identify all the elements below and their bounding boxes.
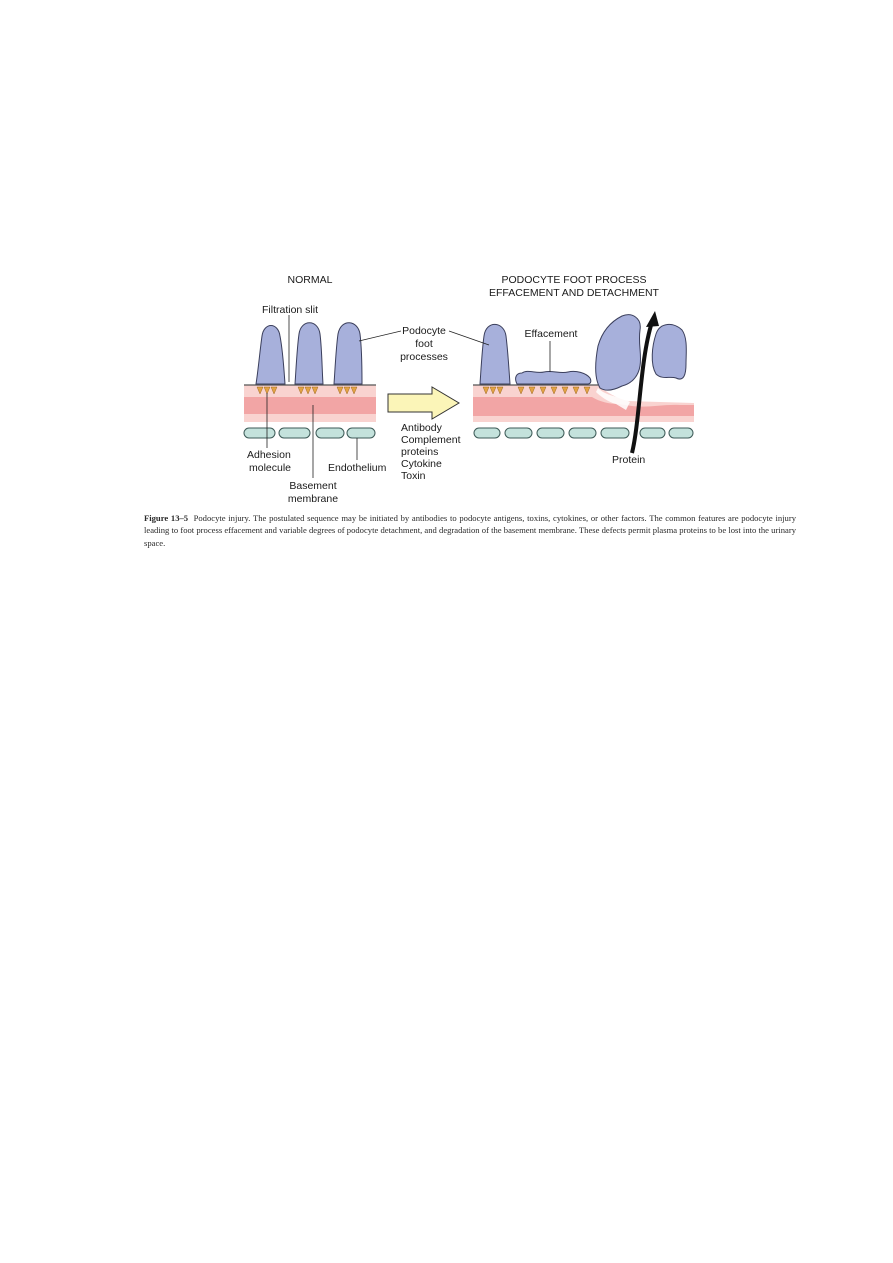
protein-leak-arrowhead — [646, 311, 659, 327]
basement-label-line2: membrane — [287, 493, 339, 505]
normal-title: NORMAL — [287, 274, 333, 286]
injury-title-line1: PODOCYTE FOOT PROCESS — [501, 274, 647, 286]
effaced-foot-process — [516, 371, 591, 384]
podocyte-leader-left — [359, 331, 401, 341]
factor-antibody: Antibody — [401, 422, 442, 434]
factor-cytokine: Cytokine — [401, 458, 442, 470]
basement-label-line1: Basement — [289, 480, 337, 492]
figure-caption — [144, 512, 796, 549]
factor-toxin: Toxin — [401, 470, 426, 482]
factor-proteins: proteins — [401, 446, 439, 458]
caption-text: Podocyte injury. The postulated sequence may be initiated by antibodies to podocyte antigens, toxins, cytokines, or other factors. The common features are podocyte injury leading to foot process effacement and variable degrees of podocyte detachment, and degradation of the basement membrane. These defects permit plasma proteins to be lost into the urinary space. — [144, 513, 797, 548]
podocyte-leader-right — [449, 331, 489, 345]
normal-membrane-dark — [244, 397, 376, 414]
effacement-label: Effacement — [524, 328, 578, 340]
normal-foot-process-1 — [256, 326, 285, 385]
podocyte-injury-figure — [0, 0, 893, 520]
protein-label: Protein — [612, 454, 646, 466]
adhesion-label-line2: molecule — [249, 462, 292, 474]
injury-title-line2: EFFACEMENT AND DETACHMENT — [489, 287, 659, 299]
injury-membrane-dark — [473, 397, 694, 416]
normal-foot-process-3 — [334, 323, 362, 384]
injury-endothelium — [474, 428, 693, 438]
injury-foot-process — [480, 324, 510, 384]
injury-factors-list — [401, 422, 461, 482]
podocyte-label-line2: foot — [415, 338, 433, 350]
factor-complement: Complement — [401, 434, 461, 446]
detaching-podocyte-large — [596, 315, 641, 390]
detaching-podocyte-small — [652, 324, 686, 379]
podocyte-label-line1: Podocyte — [402, 325, 446, 337]
transition-arrow — [388, 387, 459, 419]
podocyte-label-line3: processes — [400, 351, 448, 363]
adhesion-label-line1: Adhesion — [247, 449, 291, 461]
figure-number: Figure 13–5 — [144, 513, 189, 523]
endothelium-label: Endothelium — [328, 462, 387, 474]
normal-endothelium — [244, 428, 375, 438]
normal-foot-process-2 — [295, 323, 323, 384]
filtration-slit-label: Filtration slit — [262, 304, 319, 316]
